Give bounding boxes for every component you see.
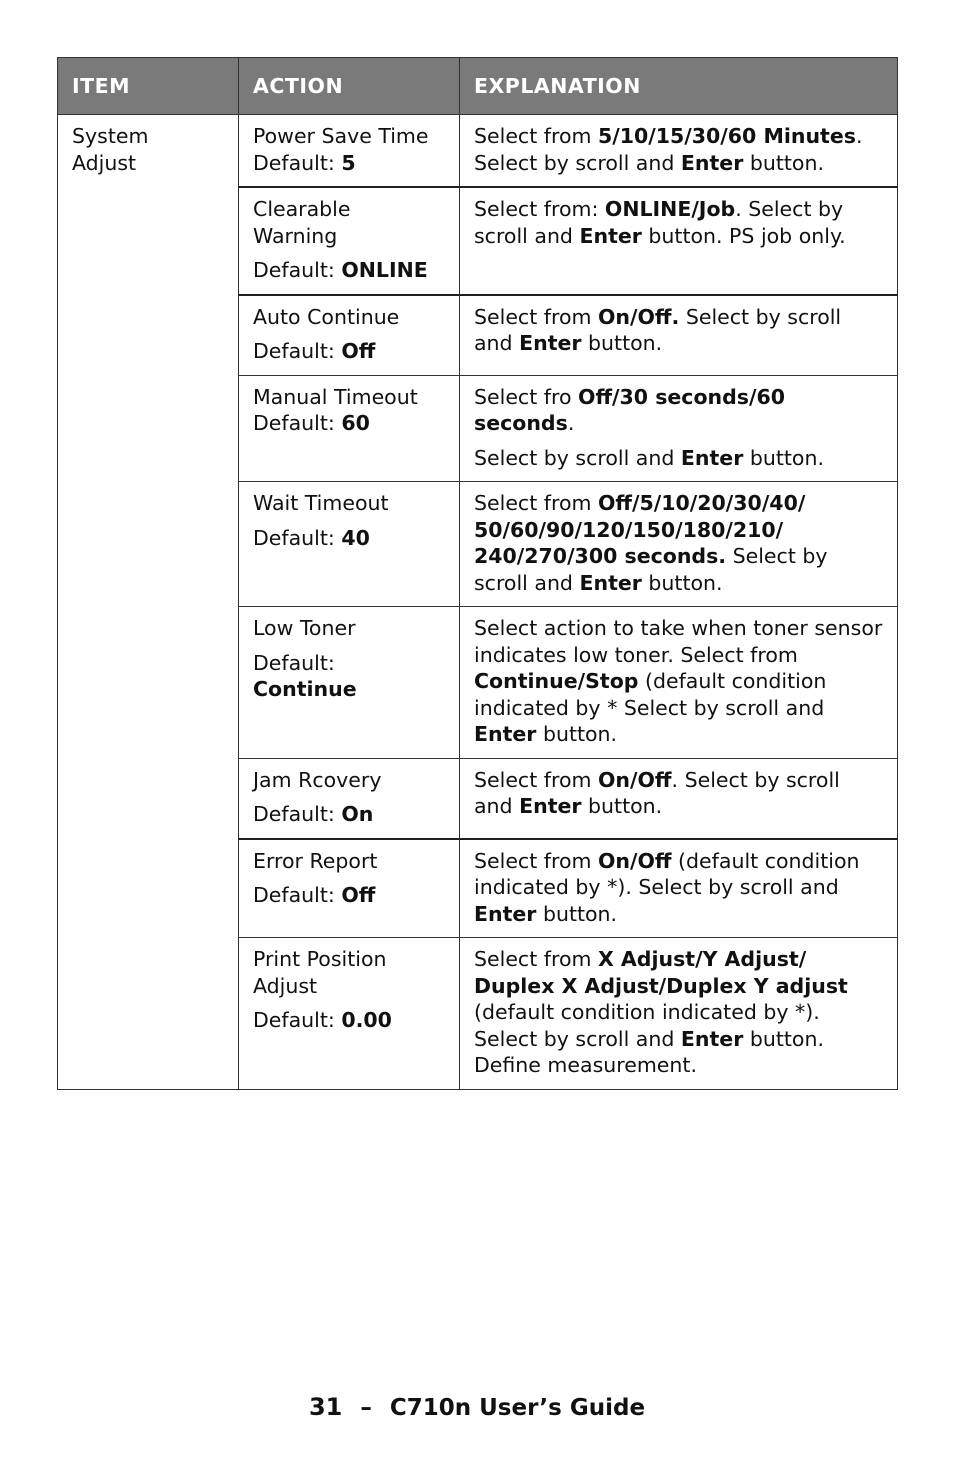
explanation-paragraph xyxy=(474,384,883,437)
explanation-bold-text: Enter xyxy=(519,794,582,818)
document-title: C710n User’s Guide xyxy=(389,1395,646,1421)
explanation-text: Select from xyxy=(474,304,598,329)
default-value: ONLINE xyxy=(341,258,428,282)
explanation-bold-text: Off/5/10/20/30/40/ 50/60/90/120/150/180/210/ 240/270/300 seconds. xyxy=(474,491,806,568)
explanation-text: Select by scroll and xyxy=(474,445,681,470)
explanation-text: (default condition indicated by *). Select by scroll and xyxy=(474,1000,820,1051)
action-name: Auto Continue xyxy=(253,304,400,329)
explanation-bold-text: Enter xyxy=(519,331,582,355)
explanation-text: button. xyxy=(743,150,824,175)
explanation-text: Select from xyxy=(474,947,598,971)
default-label: Default: xyxy=(253,650,335,675)
item-label-line: Adjust xyxy=(72,150,137,175)
default-line xyxy=(253,650,445,703)
explanation-text: button. Define measurement. xyxy=(474,1026,824,1077)
explanation-bold-text: Enter xyxy=(579,570,642,595)
explanation-bold-text: On/Off. xyxy=(597,304,680,329)
explanation-text: Select from xyxy=(474,848,598,873)
explanation-bold-text: Enter xyxy=(680,150,744,175)
explanation-paragraph xyxy=(474,946,883,1079)
explanation-paragraph xyxy=(474,196,883,249)
explanation-text: Select from: xyxy=(474,197,605,221)
default-label: Default: xyxy=(253,525,342,550)
default-value: 5 xyxy=(341,150,356,175)
default-value: 60 xyxy=(341,411,370,435)
explanation-text: . Select by scroll and xyxy=(474,124,863,175)
default-label: Default: xyxy=(253,150,342,175)
action-cell xyxy=(239,187,460,295)
action-name: Error Report xyxy=(253,848,378,873)
default-label: Default: xyxy=(253,802,342,826)
default-value: 40 xyxy=(341,525,370,550)
explanation-text: button. xyxy=(536,901,618,926)
explanation-cell xyxy=(460,115,898,188)
explanation-cell xyxy=(460,187,898,295)
default-label: Default: xyxy=(253,339,342,363)
explanation-bold-text: ONLINE/Job xyxy=(604,197,736,221)
explanation-paragraph xyxy=(474,848,883,928)
explanation-text: button. xyxy=(581,794,663,818)
table-header-row xyxy=(58,58,898,115)
explanation-text: Select by scroll and xyxy=(474,544,828,595)
action-name: Print Position xyxy=(253,947,387,971)
explanation-text: button. xyxy=(641,570,723,595)
explanation-bold-text: Enter xyxy=(579,223,642,248)
action-name: Manual Timeout xyxy=(253,384,418,409)
explanation-bold-text: Enter xyxy=(680,1026,744,1051)
explanation-text: button. xyxy=(581,331,663,355)
page-number: 31 xyxy=(308,1393,343,1421)
explanation-cell xyxy=(460,607,898,759)
footer-separator: – xyxy=(360,1395,372,1421)
explanation-text: Select by scroll and xyxy=(474,304,842,355)
explanation-text: . Select by scroll and xyxy=(474,767,840,818)
action-cell xyxy=(239,938,460,1090)
default-value: 0.00 xyxy=(341,1008,392,1032)
explanation-cell xyxy=(460,938,898,1090)
explanation-text: (default condition indicated by * Select by scroll and xyxy=(474,669,827,720)
explanation-paragraph xyxy=(474,615,883,748)
default-line xyxy=(253,150,445,177)
table-row xyxy=(58,115,898,188)
explanation-bold-text: X Adjust/Y Adjust/ Duplex X Adjust/Duplex Y adjust xyxy=(474,947,848,998)
explanation-text: Select fro xyxy=(474,384,579,409)
action-name: Wait Timeout xyxy=(253,491,389,515)
explanation-text: button. xyxy=(743,445,824,470)
explanation-text: Select from xyxy=(474,491,598,515)
action-cell xyxy=(239,758,460,839)
explanation-bold-text: 5/10/15/30/60 Minutes xyxy=(597,124,856,148)
explanation-paragraph xyxy=(474,304,883,357)
explanation-paragraph xyxy=(474,445,883,472)
default-label: Default: xyxy=(253,411,342,435)
explanation-text: Select action to take when toner sensor indicates low toner. Select from xyxy=(474,616,883,667)
explanation-text: Select from xyxy=(474,767,598,792)
header-explanation: EXPLANATION xyxy=(460,58,898,115)
explanation-bold-text: Enter xyxy=(474,722,537,746)
default-value: Continue xyxy=(253,677,357,701)
action-name: Jam Rcovery xyxy=(253,767,382,792)
action-cell xyxy=(239,482,460,607)
explanation-bold-text: On/Off xyxy=(597,767,672,792)
default-line xyxy=(253,338,445,365)
explanation-text: button. PS job only. xyxy=(641,223,846,248)
explanation-bold-text: Off/30 seconds/60 seconds xyxy=(474,384,786,435)
action-cell xyxy=(239,839,460,938)
default-label: Default: xyxy=(253,1008,342,1032)
item-label-line: System xyxy=(72,124,149,148)
header-action: ACTION xyxy=(239,58,460,115)
action-cell xyxy=(239,115,460,188)
explanation-paragraph xyxy=(474,767,883,820)
default-value: Off xyxy=(341,339,376,363)
header-item: ITEM xyxy=(58,58,239,115)
explanation-text: (default condition indicated by *). Select by scroll and xyxy=(474,848,860,899)
default-label: Default: xyxy=(253,883,342,907)
explanation-cell xyxy=(460,295,898,376)
action-name: Adjust xyxy=(253,973,318,998)
default-value: On xyxy=(341,802,374,826)
default-line xyxy=(253,410,445,437)
explanation-cell xyxy=(460,375,898,482)
action-name: Power Save Time xyxy=(253,124,429,148)
explanation-text: button. xyxy=(536,722,618,746)
default-line xyxy=(253,1007,445,1034)
explanation-text: . xyxy=(567,411,575,435)
default-label: Default: xyxy=(253,258,342,282)
page-footer xyxy=(0,1393,954,1421)
explanation-cell xyxy=(460,482,898,607)
action-name: Clearable xyxy=(253,197,351,221)
default-line xyxy=(253,525,445,552)
explanation-bold-text: On/Off xyxy=(597,848,672,873)
explanation-bold-text: Enter xyxy=(680,445,744,470)
settings-table xyxy=(57,57,898,1090)
default-value: Off xyxy=(341,883,376,907)
explanation-paragraph xyxy=(474,123,883,176)
action-cell xyxy=(239,295,460,376)
explanation-text: Select from xyxy=(474,124,598,148)
action-cell xyxy=(239,607,460,759)
default-line xyxy=(253,257,445,284)
action-name: Warning xyxy=(253,223,338,248)
explanation-paragraph xyxy=(474,490,883,596)
default-line xyxy=(253,801,445,828)
explanation-bold-text: Enter xyxy=(474,901,537,926)
action-cell xyxy=(239,375,460,482)
item-cell xyxy=(58,115,239,1090)
explanation-bold-text: Continue/Stop xyxy=(474,669,639,693)
action-name: Low Toner xyxy=(253,616,356,640)
default-line xyxy=(253,882,445,909)
explanation-text: . Select by scroll and xyxy=(474,197,844,248)
explanation-cell xyxy=(460,758,898,839)
explanation-cell xyxy=(460,839,898,938)
